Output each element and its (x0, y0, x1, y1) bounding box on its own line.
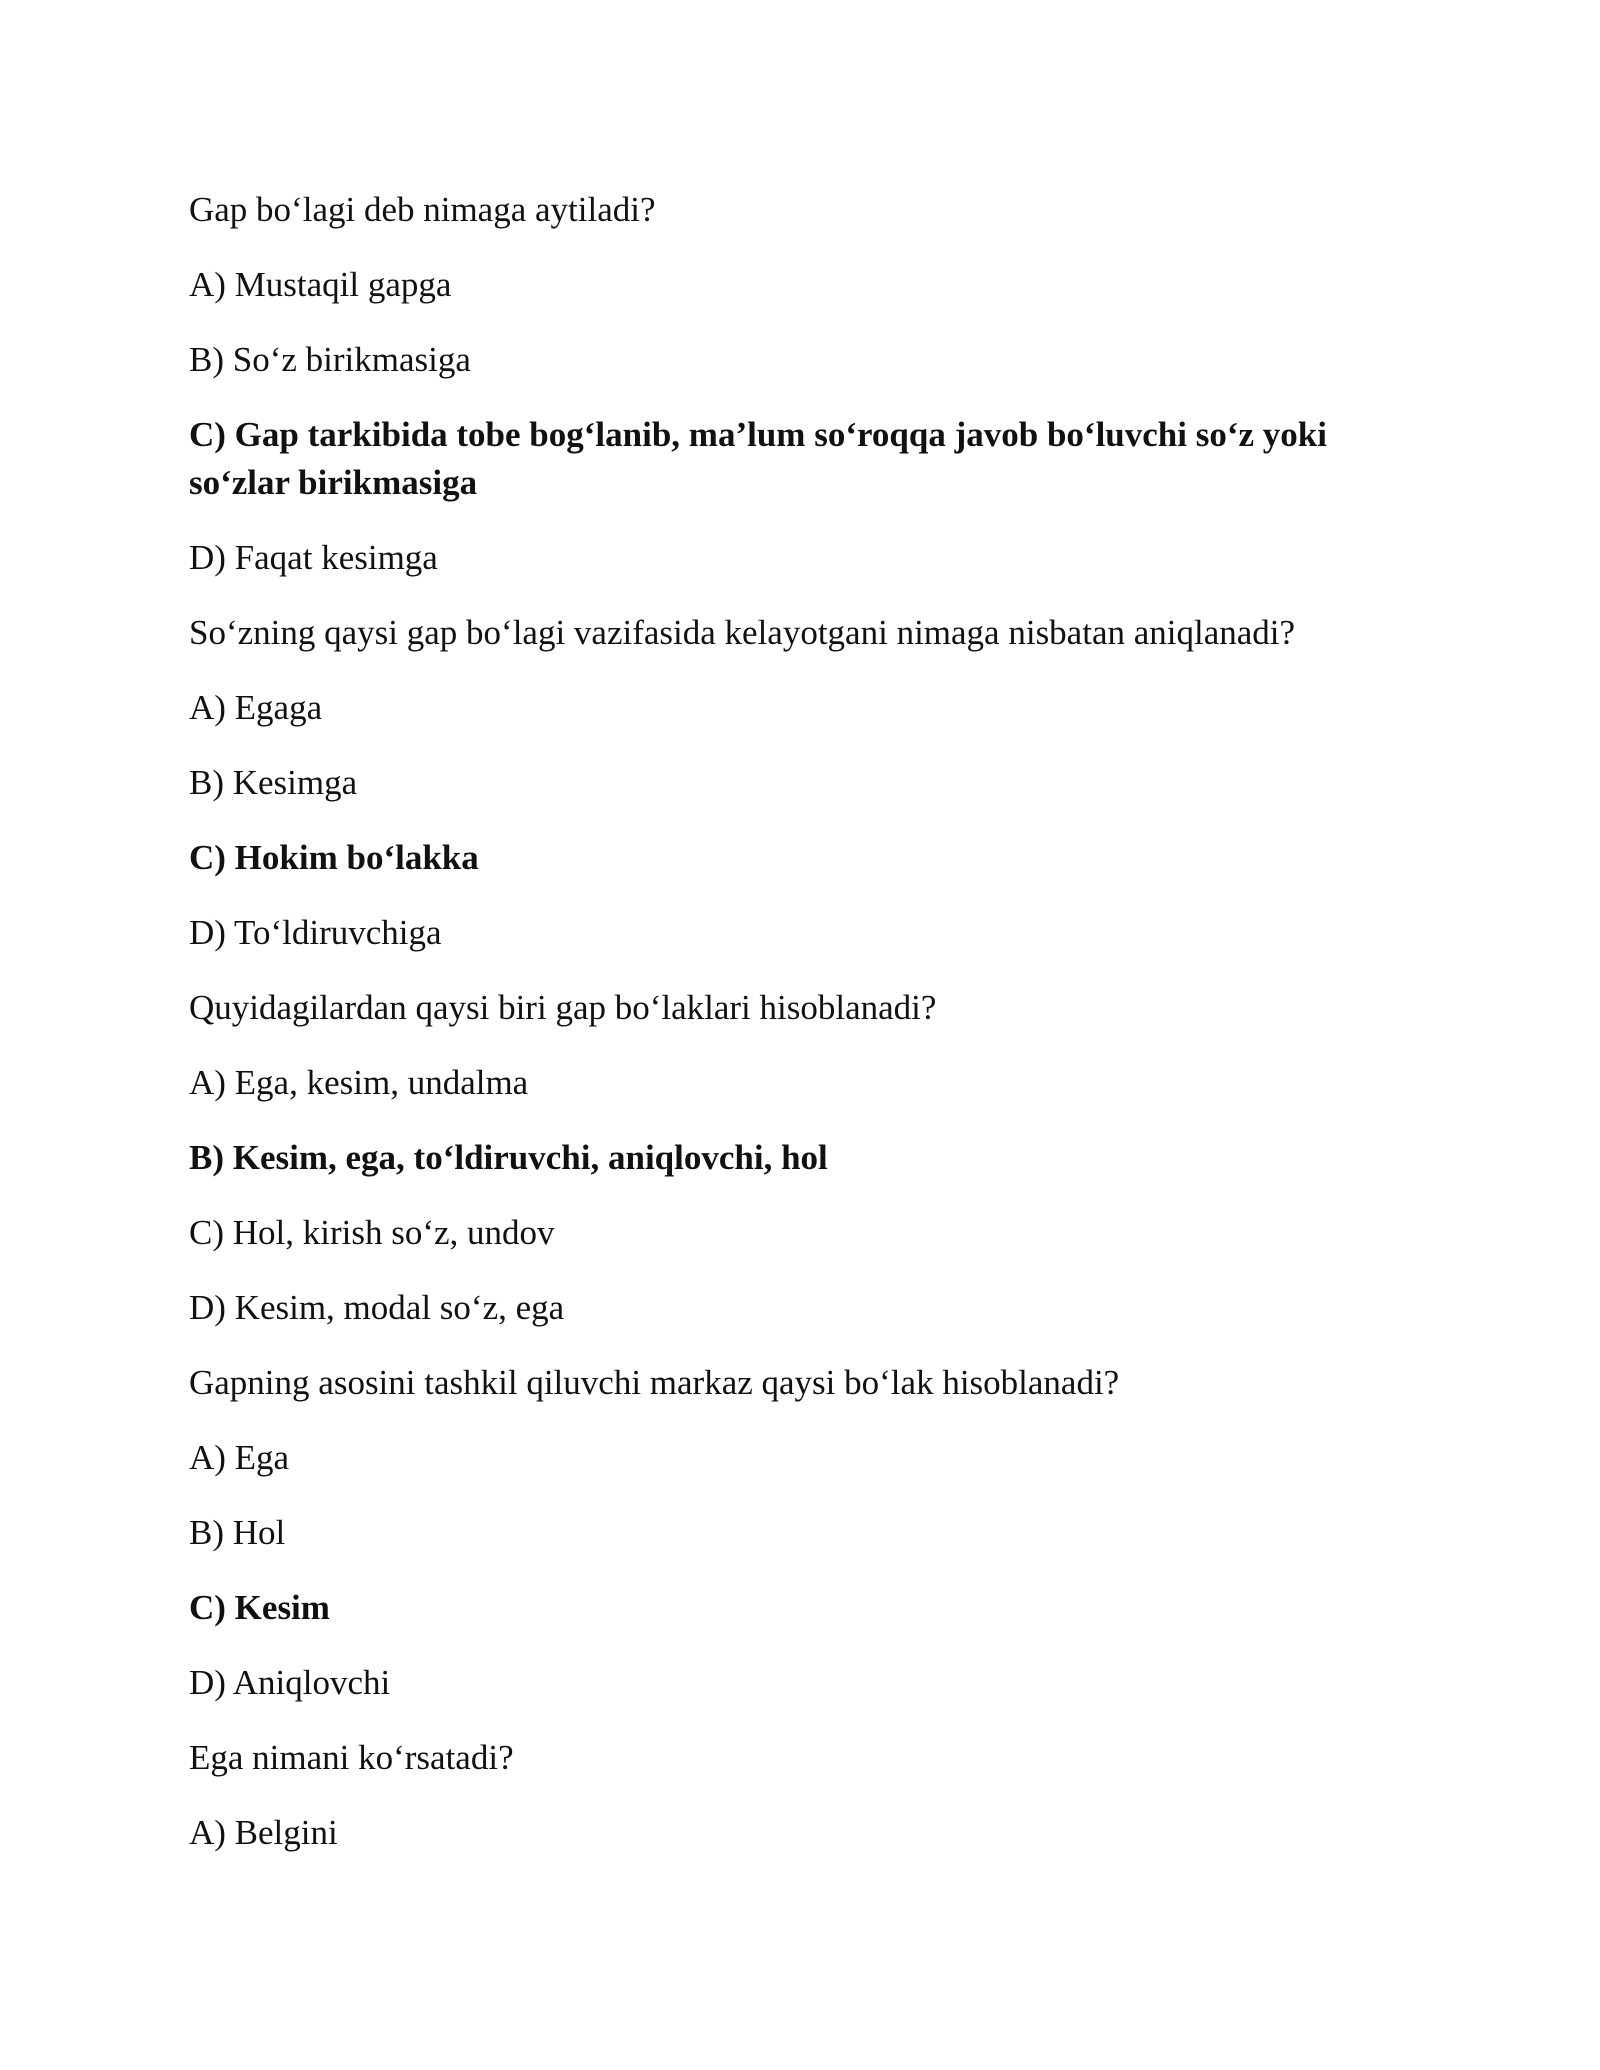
correct-answer-option: C) Hokim bo‘lakka (189, 838, 479, 877)
correct-answer-option: C) Gap tarkibida tobe bog‘lanib, ma’lum so‘roqqa javob bo‘luvchi so‘z yoki so‘zlar birikmasiga (189, 415, 1327, 502)
question-text: Ega nimani ko‘rsatadi? (189, 1738, 514, 1777)
answer-option: A) Mustaqil gapga (189, 265, 452, 304)
answer-option: D) To‘ldiruvchiga (189, 913, 442, 952)
answer-option: D) Aniqlovchi (189, 1663, 391, 1702)
answer-option: D) Kesim, modal so‘z, ega (189, 1288, 565, 1327)
answer-option: B) So‘z birikmasiga (189, 340, 471, 379)
correct-answer-option: B) Kesim, ega, to‘ldiruvchi, aniqlovchi, hol (189, 1138, 828, 1177)
question-text: Quyidagilardan qaysi biri gap bo‘laklari hisoblanadi? (189, 988, 937, 1027)
question-text: Gap bo‘lagi deb nimaga aytiladi? (189, 190, 656, 229)
answer-option: B) Hol (189, 1513, 286, 1552)
question-text: Gapning asosini tashkil qiluvchi markaz qaysi bo‘lak hisoblanadi? (189, 1363, 1120, 1402)
question-text: So‘zning qaysi gap bo‘lagi vazifasida kelayotgani nimaga nisbatan aniqlanadi? (189, 613, 1296, 652)
answer-option: A) Egaga (189, 688, 323, 727)
answer-option: A) Ega, kesim, undalma (189, 1063, 529, 1102)
answer-option: A) Ega (189, 1438, 290, 1477)
document-body (189, 186, 1429, 1884)
correct-answer-option: C) Kesim (189, 1588, 330, 1627)
answer-option: C) Hol, kirish so‘z, undov (189, 1213, 555, 1252)
answer-option: A) Belgini (189, 1813, 338, 1852)
answer-option: B) Kesimga (189, 763, 358, 802)
answer-option: D) Faqat kesimga (189, 538, 438, 577)
